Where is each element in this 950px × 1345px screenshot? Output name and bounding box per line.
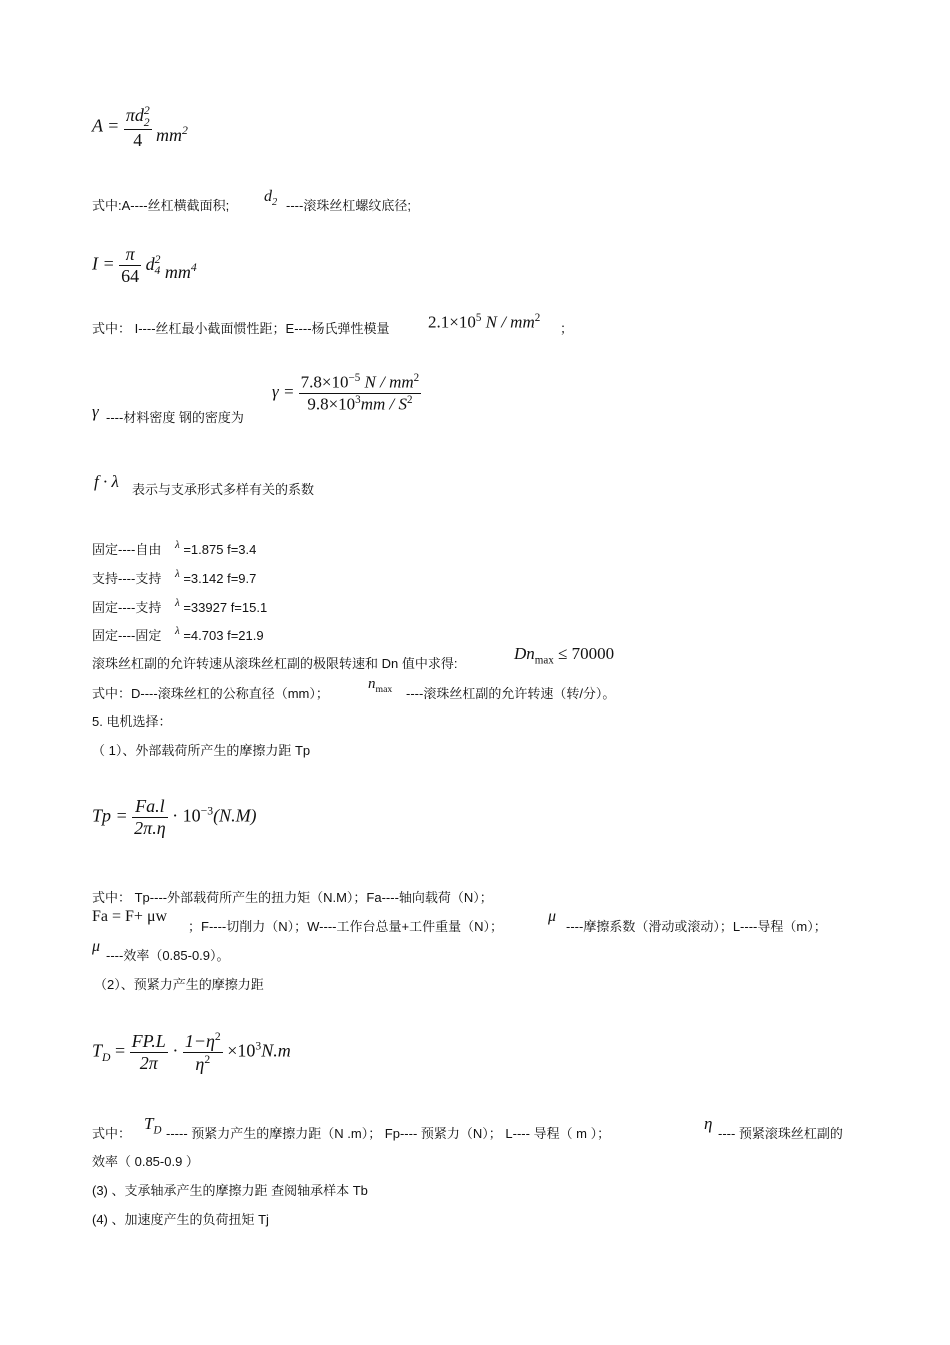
n-max-symbol: $n_{max}$ [368,676,393,695]
formula-tp: Tp = $\frac{Fa.l}{2\pi.\eta}$ · $10^{-3}(N.M)$ [92,796,257,838]
formula-td: $T_D$ = $\frac{FP.L}{2\pi}$ · $\frac{1-\eta^2}{\eta^2}$ $\times 10^3N.m$ [92,1030,291,1074]
fa-description: ；F----切削力（N）；W----工作台总量+工件重量（N）； [188,919,503,934]
gamma-description: ----材料密度 钢的密度为 [106,410,244,425]
fa-description-end: ----摩擦系数（滑动或滚动）；L----导程（m）； [566,919,827,934]
support-row: 支持----支持 $^\lambda$ =3.142 f=9.7 [92,568,257,586]
gamma-fraction: $\frac{7.8\times 10^{-5} N / mm^2}{9.8\times 10^3mm / S^2}$ [300,372,420,414]
td-fraction-2: $\frac{1-\eta^2}{\eta^2}$ [184,1030,221,1074]
efficiency-line: ----效率（0.85-0.9）。 [106,948,230,963]
inertia-fraction: $\frac{\pi}{64}$ [121,244,140,286]
section-tj: (4) 、加速度产生的负荷扭矩 Tj [92,1212,269,1227]
mu-symbol: μ [92,938,101,955]
td-symbol: $T_D$ [144,1114,162,1137]
formula-dn: $Dn_{max} \le 70000$ [514,644,615,667]
support-row: 固定----支持 $^\lambda$ =33927 f=15.1 [92,597,268,615]
td-description: 式中： [92,1126,132,1141]
inertia-end: ； [560,321,574,336]
td-description-mid: ----- 预紧力产生的摩擦力距（N .m）； Fp---- 预紧力（N）； L---- 导程（ m ）； [166,1126,611,1141]
diameter-line: 式中：D----滚珠丝杠的公称直径（mm）； [92,686,329,701]
d2-description: ----滚珠丝杠螺纹底径; [286,198,411,213]
d2-symbol: $d_2$ [264,188,278,209]
section-td-title: （2）、预紧力产生的摩擦力距 [94,977,264,992]
formula-area: A = $\frac{\pi d^2_2}{4}$ $mm^2$ [92,104,188,150]
speed-line: 滚珠丝杠副的允许转速从滚珠丝杠副的极限转速和 Dn 值中求得: [92,656,458,671]
section-motor: 5. 电机选择： [92,714,172,729]
tp-description: 式中： Tp----外部载荷所产生的扭力矩（N.M）；Fa----轴向载荷（N）； [92,890,493,905]
td-efficiency: 效率（ 0.85-0.9 ） [92,1154,199,1169]
td-description-end: ---- 预紧滚珠丝杠副的 [718,1126,843,1141]
formula-gamma: γ = $\frac{7.8\times 10^{-5} N / mm^2}{9.8\times 10^3mm / S^2}$ [272,372,420,414]
f-lambda-description: 表示与支承形式多样有关的系数 [132,482,315,497]
tp-fraction: $\frac{Fa.l}{2\pi.\eta}$ [134,796,166,838]
section-tb: (3) 、支承轴承产生的摩擦力距 查阅轴承样本 Tb [92,1183,368,1198]
area-fraction: $\frac{\pi d^2_2}{4}$ [125,104,150,150]
mu-symbol: μ [548,908,557,925]
formula-inertia: I = $\frac{\pi}{64}$ $d^2_4$ $mm^4$ [92,244,197,286]
section-tp-title: （ 1）、外部载荷所产生的摩擦力距 Tp [92,743,311,758]
inertia-description: 式中： I----丝杠最小截面惯性距；E----杨氏弹性模量 [92,321,390,336]
area-description: 式中:A----丝杠横截面积; [92,198,230,213]
support-row: 固定----固定 $^\lambda$ =4.703 f=21.9 [92,625,264,643]
diameter-line-end: ----滚珠丝杠副的允许转速（转/分）。 [406,686,616,701]
support-row: 固定----自由 $^\lambda$ =1.875 f=3.4 [92,539,257,557]
gamma-symbol: γ [92,402,99,421]
formula-fa: Fa = F+ μw [92,908,168,925]
td-fraction-1: $\frac{FP.L}{2\pi}$ [131,1031,166,1073]
f-lambda-symbol: f · λ [94,472,119,491]
eta-symbol: η [704,1114,713,1133]
modulus-value: $2.1\times 10^5$ N / $mm^2$ [428,312,541,332]
